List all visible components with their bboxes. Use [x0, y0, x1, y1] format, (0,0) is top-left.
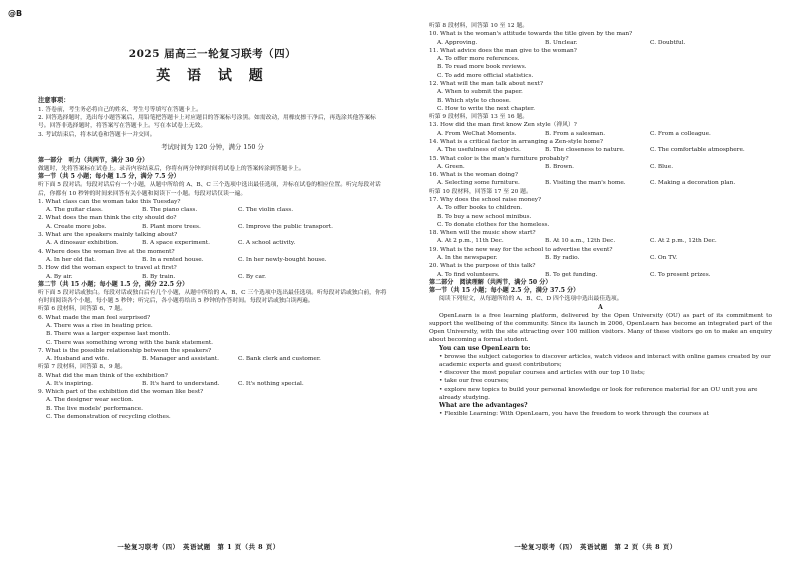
section2-heading: 第二节（共 15 小题；每小题 1.5 分，满分 22.5 分） — [38, 280, 189, 288]
option-c: C. On TV. — [650, 255, 678, 262]
reading-section1-intro: 阅读下列短文，从每题所给的 A、B、C、D 四个选项中选出最佳选项。 — [439, 296, 623, 303]
option-b: B. To buy a new school minibus. — [437, 213, 532, 220]
option-a: A. There was a rise in heating price. — [46, 322, 153, 329]
question-19 — [429, 246, 772, 263]
option-a: A. Green. — [437, 163, 465, 170]
option-c: C. To donate clothes for the homeless. — [437, 221, 550, 228]
notice-heading: 注意事项： — [38, 97, 70, 104]
question-5 — [38, 264, 387, 281]
exam-subtitle: 英 语 试 题 — [156, 68, 269, 84]
question-20 — [429, 262, 772, 279]
option-b: B. To get funding. — [545, 271, 598, 278]
option-a: A. In the newspaper. — [437, 255, 498, 262]
question-text: 11. What advice does the man give to the woman? — [429, 47, 577, 54]
option-b: B. From a salesman. — [545, 130, 606, 137]
option-c: C. How to write the next chapter. — [437, 105, 535, 112]
option-c: C. A school activity. — [238, 240, 296, 247]
option-a: A. From WeChat Moments. — [437, 130, 517, 137]
question-text: 17. Why does the school raise money? — [429, 196, 542, 203]
option-c: C. There was something wrong with the bank statement. — [46, 339, 213, 346]
option-c: C. The demonstration of recycling clothes. — [46, 414, 171, 421]
part1-heading: 第一部分 听力（共两节，满分 30 分） — [38, 156, 149, 164]
passage-bullet: • browse the subject categories to discover articles, watch videos and interact with online games created by our academic experts and guest contributors; — [439, 353, 771, 368]
question-8 — [38, 372, 387, 389]
option-a: A. Approving. — [437, 39, 478, 46]
question-7 — [38, 347, 387, 364]
passage-bullet: • discover the most popular courses and articles with our top 10 lists; — [439, 370, 645, 377]
exam-title: 2025 届高三一轮复习联考（四） — [128, 48, 297, 60]
option-a: A. Selecting some furniture. — [437, 180, 520, 187]
reading-section1-heading: 第一节（共 15 小题；每小题 2.5 分，满分 37.5 分） — [429, 287, 580, 295]
option-b: B. Plant more trees. — [142, 223, 201, 230]
option-a: A. By air. — [46, 273, 73, 280]
notice-item: 2. 回答选择题时，选出每小题答案后，用铅笔把答题卡上对应题目的答案标号涂黑。如需改动，用橡皮擦干净后，再选涂其他答案标号。回答非选择题时，将答案写在答题卡上。写在本试卷上无效。 — [38, 115, 376, 130]
section1-heading: 第一节（共 5 小题；每小题 1.5 分，满分 7.5 分） — [38, 173, 180, 181]
option-a: A. The guitar class. — [46, 207, 103, 214]
option-c: C. At 2 p.m., 12th Dec. — [650, 238, 717, 245]
option-b: B. Which style to choose. — [437, 97, 511, 104]
option-a: A. At 2 p.m., 11th Dec. — [437, 238, 504, 245]
option-c: C. Blue. — [650, 163, 674, 170]
option-c: C. The violin class. — [238, 207, 294, 214]
option-b: B. There was a larger expense last month. — [46, 331, 171, 338]
part1-intro: 做题时，先将答案标在试卷上。录音内容结束后，你将有两分钟的时间将试卷上的答案转涂到答题卡上。 — [38, 166, 305, 173]
passage-bullet: • explore new topics to build your personal knowledge or look for reference material for an OU unit you are already studying. — [439, 386, 758, 401]
question-text: 14. What is a critical factor in arranging a Zen-style home? — [429, 138, 603, 145]
question-15 — [429, 155, 772, 172]
option-a: A. It's inspiring. — [46, 380, 93, 387]
option-b: B. The closeness to nature. — [545, 147, 625, 154]
passage-paragraph: OpenLearn is a free learning platform, delivered by the Open University (OU) as part of its commitment to support the wellbeing of the community. Since its launch in 2006, OpenLearn has become an integrated part of the Open University, with the site attracting over 100 million visitors. Many of these visitors go on to make an enquiry about becoming a formal student. — [429, 312, 772, 344]
option-a: A. Husband and wife. — [46, 356, 110, 363]
exam-page-2 — [397, 0, 794, 561]
option-b: B. The live models' performance. — [46, 405, 143, 412]
option-a: A. To offer books to children. — [437, 205, 523, 212]
option-c: C. Doubtful. — [650, 39, 686, 46]
question-text: 5. How did the woman expect to travel at first? — [38, 265, 177, 272]
question-text: 3. What are the speakers mainly talking about? — [38, 232, 178, 239]
part2-heading: 第二部分 阅读理解（共两节，满分 50 分） — [429, 278, 552, 286]
option-b: B. To read more book reviews. — [437, 64, 527, 71]
question-text: 7. What is the possible relationship between the speakers? — [38, 347, 212, 354]
section1-intro: 听下面 5 段对话。每段对话后有一个小题，从题中所给的 A、B、C 三个选项中选出最佳选项，并标在试卷的相应位置。听完每段对话后，你都有 10 秒钟的时间来回答有关小题和阅读下一小题。每段对话仅读一遍。 — [38, 182, 381, 197]
notice-item: 3. 考试结束后，将本试卷和答题卡一并交回。 — [38, 131, 156, 138]
option-b: B. By train. — [142, 273, 176, 280]
option-c: C. To present prizes. — [650, 271, 711, 278]
option-a: A. To find volunteers. — [437, 271, 500, 278]
question-text: 19. What is the new way for the school to advertise the event? — [429, 246, 613, 253]
material-heading: 听第 10 段材料，回答第 17 至 20 题。 — [429, 188, 532, 195]
option-c: C. By car. — [238, 273, 266, 280]
question-text: 1. What class can the woman take this Tuesday? — [38, 198, 181, 205]
option-b: B. Unclear. — [545, 39, 578, 46]
question-1 — [38, 198, 387, 215]
question-2 — [38, 214, 387, 231]
option-c: C. Bank clerk and customer. — [238, 356, 321, 363]
passage-bullet: • Flexible Learning: With OpenLearn, you have the freedom to work through the courses at — [439, 411, 709, 418]
option-c: C. To add more official statistics. — [437, 72, 534, 79]
question-17 — [429, 196, 772, 229]
option-c: C. Making a decoration plan. — [650, 180, 736, 187]
question-text: 8. What did the man think of the exhibition? — [38, 372, 168, 379]
option-a: A. When to submit the paper. — [437, 89, 523, 96]
question-3 — [38, 231, 387, 248]
question-14 — [429, 138, 772, 155]
option-a: A. To offer more references. — [437, 56, 520, 63]
option-c: C. In her newly-bought house. — [238, 256, 327, 263]
option-b: B. In a rented house. — [142, 256, 204, 263]
question-16 — [429, 171, 772, 188]
passage-subheading: You can use OpenLearn to: — [439, 344, 531, 352]
page-footer: 一轮复习联考（四） 英语试题 第 2 页（共 8 页） — [514, 543, 677, 551]
question-4 — [38, 248, 387, 265]
publisher-logo: @B — [8, 9, 23, 18]
question-11 — [429, 47, 772, 80]
option-b: B. By radio. — [545, 255, 580, 262]
option-a: A. Create more jobs. — [46, 223, 107, 230]
question-text: 10. What is the woman's attitude towards the title given by the man? — [429, 31, 633, 38]
question-text: 2. What does the man think the city should do? — [38, 215, 177, 222]
question-text: 16. What is the woman doing? — [429, 172, 518, 179]
option-c: C. From a colleague. — [650, 130, 711, 137]
option-b: B. Manager and assistant. — [142, 356, 219, 363]
question-9 — [38, 388, 387, 421]
option-a: A. The designer wear section. — [46, 397, 134, 404]
passage-subheading: What are the advantages? — [439, 401, 528, 409]
question-text: 4. Where does the woman live at the moment? — [38, 248, 175, 255]
option-a: A. The usefulness of objects. — [437, 147, 521, 154]
material-heading: 听第 8 段材料，回答第 10 至 12 题。 — [429, 23, 529, 29]
option-c: C. It's nothing special. — [238, 380, 304, 387]
question-13 — [429, 121, 772, 138]
question-text: 9. Which part of the exhibition did the woman like best? — [38, 389, 204, 396]
material-heading: 听第 9 段材料，回答第 13 至 16 题。 — [429, 114, 529, 121]
option-b: B. Brown. — [545, 163, 575, 170]
page-footer: 一轮复习联考（四） 英语试题 第 1 页（共 8 页） — [117, 543, 280, 551]
option-b: B. A space experiment. — [142, 240, 210, 247]
option-b: B. At 10 a.m., 12th Dec. — [545, 238, 616, 245]
question-12 — [429, 80, 772, 113]
passage-bullet: • take our free courses; — [439, 378, 509, 385]
question-text: 15. What color is the man's furniture probably? — [429, 155, 569, 162]
option-a: A. In her old flat. — [46, 256, 96, 263]
option-a: A. A dinosaur exhibition. — [46, 240, 119, 247]
exam-time: 考试时间为 120 分钟，满分 150 分 — [161, 142, 264, 151]
notice-item: 1. 答卷前，考生务必将自己的姓名、考生号等填写在答题卡上。 — [38, 107, 202, 113]
question-10 — [429, 30, 772, 47]
question-text: 6. What made the man feel surprised? — [38, 314, 151, 321]
question-6 — [38, 314, 387, 347]
question-18 — [429, 229, 772, 246]
question-text: 18. When will the music show start? — [429, 230, 536, 237]
material-heading: 听第 6 段材料，回答第 6、7 题。 — [38, 306, 126, 313]
question-text: 13. How did the man first know Zen style（禅风）? — [429, 122, 577, 129]
material-heading: 听第 7 段材料，回答第 8、9 题。 — [38, 364, 126, 371]
section2-intro: 听下面 5 段对话或独白。每段对话或独白后有几个小题，从题中所给的 A、B、C 三个选项中选出最佳选项。听每段对话或独白前，你将有时间阅读各个小题，每小题 5 秒钟；听完后，各小题将给出 5 秒钟的作答时间。每段对话或独白读两遍。 — [38, 290, 387, 305]
option-c: C. The comfortable atmosphere. — [650, 147, 745, 154]
question-text: 12. What will the man talk about next? — [429, 80, 544, 87]
passage-label: A — [598, 303, 603, 311]
option-b: B. It's hard to understand. — [142, 380, 220, 387]
option-b: B. The piano class. — [142, 207, 198, 214]
option-c: C. Improve the public transport. — [238, 223, 333, 230]
option-b: B. Visiting the man's home. — [545, 180, 626, 187]
question-text: 20. What is the purpose of this talk? — [429, 263, 536, 270]
